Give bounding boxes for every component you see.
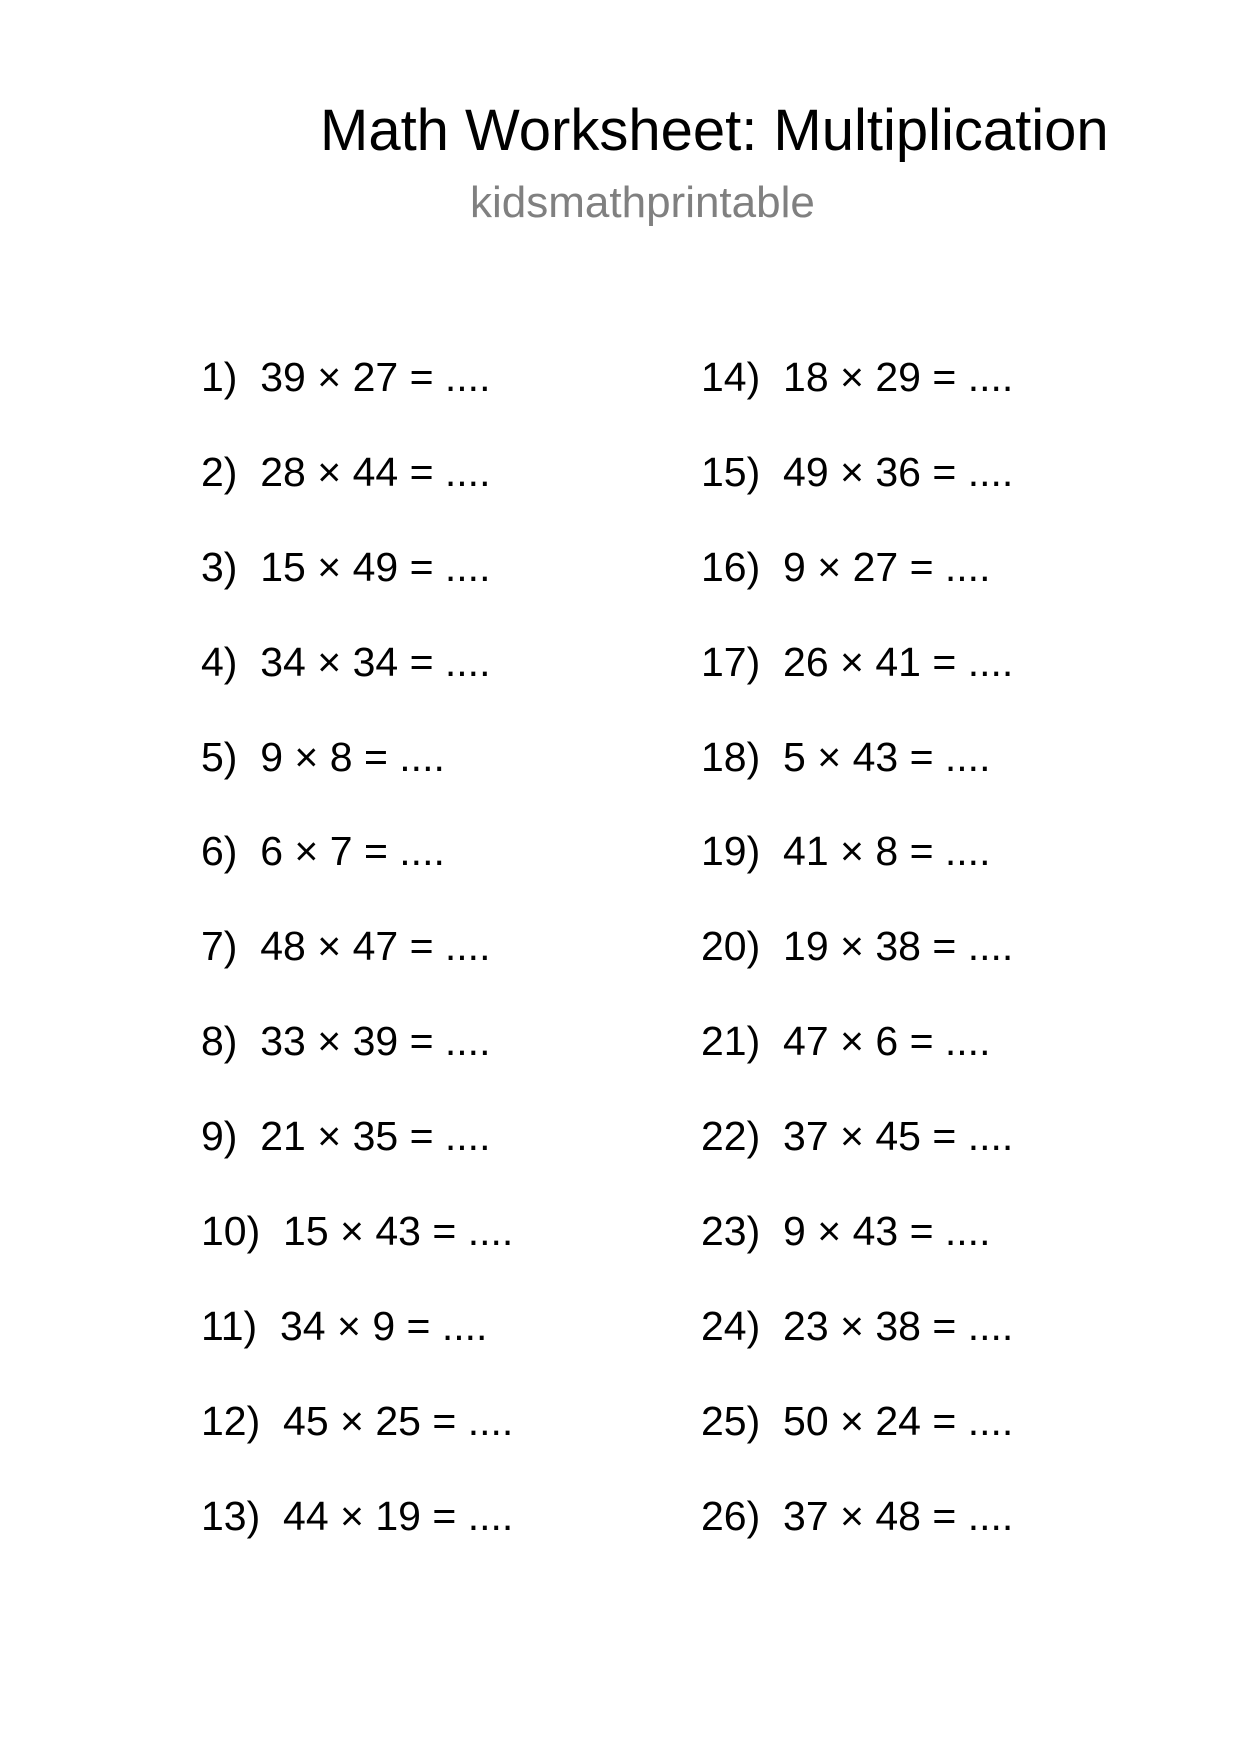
- problem-12: 12) 45 × 25 = ....: [201, 1397, 514, 1444]
- problem-1: 1) 39 × 27 = ....: [201, 354, 491, 400]
- problem-26: 26) 37 × 48 = ....: [701, 1492, 1014, 1539]
- problem-23: 23) 9 × 43 = ....: [701, 1208, 991, 1255]
- problem-25: 25) 50 × 24 = ....: [701, 1397, 1014, 1444]
- problem-17: 17) 26 × 41 = ....: [701, 638, 1014, 685]
- problem-5: 5) 9 × 8 = ....: [201, 733, 445, 780]
- problem-9: 9) 21 × 35 = ....: [201, 1113, 491, 1160]
- problem-14: 14) 18 × 29 = ....: [701, 354, 1014, 400]
- problem-6: 6) 6 × 7 = ....: [201, 828, 445, 875]
- problem-10: 10) 15 × 43 = ....: [201, 1208, 514, 1255]
- problem-3: 3) 15 × 49 = ....: [201, 543, 491, 590]
- problem-column-right: [701, 352, 1013, 1586]
- problem-8: 8) 33 × 39 = ....: [201, 1018, 491, 1065]
- problem-15: 15) 49 × 36 = ....: [701, 448, 1014, 495]
- problem-16: 16) 9 × 27 = ....: [701, 543, 991, 590]
- problem-20: 20) 19 × 38 = ....: [701, 923, 1014, 970]
- worksheet-title: Math Worksheet: Multiplication: [320, 98, 1109, 163]
- worksheet-subtitle: kidsmathprintable: [470, 178, 815, 227]
- problem-18: 18) 5 × 43 = ....: [701, 733, 991, 780]
- problem-22: 22) 37 × 45 = ....: [701, 1113, 1014, 1160]
- problem-24: 24) 23 × 38 = ....: [701, 1302, 1014, 1349]
- problem-21: 21) 47 × 6 = ....: [701, 1018, 991, 1065]
- problem-7: 7) 48 × 47 = ....: [201, 923, 491, 970]
- problem-13: 13) 44 × 19 = ....: [201, 1492, 514, 1539]
- problem-19: 19) 41 × 8 = ....: [701, 828, 991, 875]
- problem-11: 11) 34 × 9 = ....: [201, 1302, 488, 1349]
- problem-2: 2) 28 × 44 = ....: [201, 448, 491, 495]
- problem-column-left: [201, 352, 513, 1586]
- problem-4: 4) 34 × 34 = ....: [201, 638, 491, 685]
